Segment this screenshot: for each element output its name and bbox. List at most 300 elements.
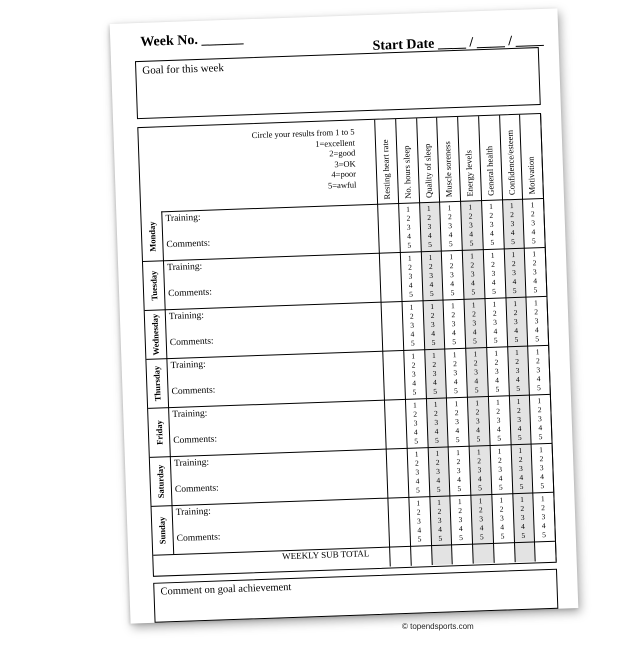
rating-scale[interactable] [445,252,459,297]
comments-field[interactable]: Comments: [173,434,218,447]
rating-option[interactable]: 1 [449,252,454,262]
rating-option[interactable]: 4 [489,228,494,238]
rating-option[interactable]: 1 [488,201,494,211]
rating-option[interactable]: 3 [413,418,418,428]
rating-option[interactable]: 3 [429,270,434,280]
rating-option[interactable]: 5 [431,337,436,347]
rating-option[interactable]: 3 [415,467,420,477]
rating-option[interactable]: 5 [469,238,474,248]
rating-option[interactable]: 5 [436,484,441,494]
rating-option[interactable]: 5 [531,236,536,246]
rating-option[interactable]: 3 [537,414,542,424]
rating-option[interactable]: 4 [450,279,455,289]
rating-scale[interactable] [533,396,547,441]
rating-option[interactable]: 3 [474,367,479,377]
rating-option[interactable]: 1 [476,447,481,457]
rating-option[interactable]: 2 [532,258,537,268]
rating-option[interactable]: 5 [512,285,517,296]
rating-option[interactable]: 2 [414,458,419,468]
rating-option[interactable]: 3 [489,219,494,229]
rating-option[interactable]: 5 [540,481,545,491]
rating-option[interactable]: 3 [408,271,413,281]
rating-option[interactable]: 2 [416,507,421,517]
rating-option[interactable]: 4 [531,227,536,237]
rating-option[interactable]: 5 [408,289,414,299]
rating-scale[interactable] [466,251,480,296]
rating-option[interactable]: 1 [471,300,476,310]
rating-option[interactable]: 2 [539,454,544,464]
rating-option[interactable]: 4 [496,424,501,434]
rating-option[interactable]: 2 [451,310,456,320]
rating-option[interactable]: 5 [434,435,439,445]
rating-option[interactable]: 2 [478,505,483,515]
rating-option[interactable]: 4 [517,423,522,434]
rating-option[interactable]: 5 [500,531,505,541]
rating-scale[interactable] [412,498,426,543]
rating-option[interactable]: 3 [449,270,454,280]
rating-option[interactable]: 3 [496,415,501,425]
rating-option[interactable]: 2 [471,309,477,319]
rating-option[interactable]: 5 [471,287,476,297]
rating-option[interactable]: 2 [534,307,539,317]
rating-option[interactable]: 2 [432,359,437,369]
rating-option[interactable]: 4 [538,423,543,433]
rating-option[interactable]: 4 [429,279,434,289]
rating-option[interactable]: 4 [533,276,538,286]
rating-option[interactable]: 2 [470,260,475,270]
rating-scale[interactable] [514,446,528,491]
training-field[interactable]: Training: [173,457,210,470]
rating-scale[interactable] [507,250,521,295]
rating-option[interactable]: 2 [515,356,520,367]
rating-option[interactable]: 2 [452,359,458,369]
rating-option[interactable]: 5 [476,434,481,444]
rating-option[interactable]: 3 [510,219,515,229]
rating-scale[interactable] [474,496,488,541]
rating-scale[interactable] [488,300,502,345]
rating-option[interactable]: 3 [479,514,484,524]
rating-option[interactable]: 5 [407,240,412,250]
rating-option[interactable]: 3 [468,220,473,230]
rating-option[interactable]: 2 [477,456,482,466]
rating-option[interactable]: 5 [412,387,417,397]
rating-option[interactable]: 2 [468,211,473,221]
rating-option[interactable]: 2 [447,212,452,222]
rating-option[interactable]: 4 [495,375,500,385]
rating-option[interactable]: 1 [437,497,442,507]
rating-scale[interactable] [447,301,461,346]
rating-option[interactable]: 1 [497,446,502,456]
rating-option[interactable]: 3 [434,417,439,427]
rating-option[interactable]: 1 [431,350,436,360]
rating-option[interactable]: 1 [537,396,542,406]
rating-option[interactable]: 3 [458,514,463,525]
rating-scale[interactable] [487,251,501,296]
rating-scale[interactable] [490,349,504,394]
rating-scale[interactable] [464,202,478,247]
rating-option[interactable]: 1 [409,302,414,312]
rating-option[interactable]: 3 [531,218,536,228]
rating-option[interactable]: 1 [495,397,500,407]
rating-scale[interactable] [526,200,540,245]
rating-option[interactable]: 3 [536,365,541,375]
rating-option[interactable]: 3 [494,366,499,376]
rating-option[interactable]: 4 [519,472,524,482]
goal-comment-box[interactable] [153,569,558,623]
comments-field[interactable]: Comments: [167,287,213,300]
rating-scale[interactable] [443,203,457,248]
training-field[interactable]: Training: [165,212,201,225]
rating-scale[interactable] [405,302,419,347]
rating-option[interactable]: 2 [435,457,440,467]
rating-option[interactable]: 4 [493,326,498,336]
rating-option[interactable]: 1 [457,497,462,507]
rating-option[interactable]: 1 [473,349,478,359]
rating-option[interactable]: 2 [535,356,540,366]
rating-option[interactable]: 4 [512,276,517,287]
rating-option[interactable]: 3 [541,512,546,522]
rating-option[interactable]: 1 [499,495,504,505]
rating-option[interactable]: 1 [511,249,516,260]
rating-option[interactable]: 4 [436,475,441,485]
rating-option[interactable]: 5 [521,530,526,540]
rating-option[interactable]: 4 [477,474,482,484]
rating-option[interactable]: 3 [532,267,537,277]
comments-field[interactable]: Comments: [174,483,219,496]
rating-option[interactable]: 2 [496,406,501,416]
rating-option[interactable]: 5 [410,338,415,348]
rating-option[interactable]: 4 [515,374,520,385]
rating-option[interactable]: 4 [431,328,436,338]
rating-option[interactable]: 2 [518,454,523,464]
rating-option[interactable]: 5 [474,385,479,395]
rating-option[interactable]: 5 [498,482,503,492]
rating-option[interactable]: 1 [478,496,483,506]
rating-option[interactable]: 4 [415,476,420,486]
start-date-field[interactable]: Start Date ____ / ____ / ____ [372,32,544,54]
rating-option[interactable]: 2 [541,503,546,513]
rating-option[interactable]: 4 [412,378,417,388]
rating-option[interactable]: 1 [490,250,495,260]
rating-option[interactable]: 1 [435,448,440,458]
rating-scale[interactable] [485,202,499,247]
rating-option[interactable]: 1 [430,301,435,311]
rating-option[interactable]: 1 [428,252,433,263]
rating-option[interactable]: 3 [430,319,435,329]
rating-option[interactable]: 5 [455,435,460,445]
rating-option[interactable]: 5 [510,236,516,247]
rating-option[interactable]: 4 [520,521,525,531]
rating-option[interactable]: 4 [406,231,412,241]
rating-scale[interactable] [404,253,418,298]
rating-scale[interactable] [516,495,530,540]
rating-option[interactable]: 4 [413,427,418,437]
rating-scale[interactable] [537,494,551,539]
rating-option[interactable]: 5 [491,286,497,296]
rating-option[interactable]: 5 [478,483,483,493]
rating-option[interactable]: 5 [448,239,453,249]
rating-option[interactable]: 4 [453,377,458,387]
rating-option[interactable]: 3 [472,318,477,328]
rating-option[interactable]: 5 [433,386,438,396]
rating-scale[interactable] [495,495,509,540]
rating-option[interactable]: 4 [541,521,546,531]
rating-option[interactable]: 4 [491,277,496,287]
rating-option[interactable]: 4 [474,376,479,386]
rating-option[interactable]: 1 [532,249,537,259]
rating-option[interactable]: 4 [534,325,539,335]
rating-scale[interactable] [511,348,525,393]
rating-option[interactable]: 3 [475,416,480,426]
rating-scale[interactable] [450,399,464,444]
rating-option[interactable]: 4 [476,425,481,435]
rating-option[interactable]: 5 [417,534,422,544]
rating-scale[interactable] [431,449,445,494]
rating-option[interactable]: 1 [412,400,417,410]
rating-option[interactable]: 5 [452,337,457,347]
rating-option[interactable]: 5 [453,386,458,396]
rating-option[interactable]: 2 [513,307,518,318]
rating-option[interactable]: 3 [416,516,421,526]
rating-option[interactable]: 1 [494,348,499,358]
rating-option[interactable]: 4 [427,230,432,241]
rating-option[interactable]: 3 [411,369,416,379]
rating-scale[interactable] [492,397,506,442]
rating-scale[interactable] [512,397,526,442]
rating-option[interactable]: 2 [449,261,454,271]
rating-option[interactable]: 1 [433,399,438,409]
rating-scale[interactable] [423,204,437,249]
rating-option[interactable]: 5 [514,334,519,345]
rating-option[interactable]: 2 [454,408,459,418]
rating-option[interactable]: 5 [517,432,522,442]
rating-scale[interactable] [402,204,416,249]
rating-scale[interactable] [473,447,487,492]
rating-option[interactable]: 5 [450,288,455,298]
rating-option[interactable]: 3 [515,365,520,376]
rating-option[interactable]: 1 [468,202,473,212]
rating-option[interactable]: 5 [438,533,443,543]
rating-option[interactable]: 4 [514,325,519,336]
rating-option[interactable]: 5 [493,335,498,345]
rating-option[interactable]: 1 [406,204,411,214]
rating-option[interactable]: 2 [489,210,494,220]
rating-option[interactable]: 3 [454,417,460,427]
rating-option[interactable]: 3 [491,268,496,278]
rating-option[interactable]: 4 [408,280,413,290]
rating-scale[interactable] [531,347,545,392]
rating-option[interactable]: 1 [509,201,514,211]
rating-option[interactable]: 2 [520,503,525,513]
rating-option[interactable]: 1 [407,253,412,263]
rating-option[interactable]: 1 [452,350,457,360]
rating-option[interactable]: 4 [536,374,541,384]
rating-option[interactable]: 1 [469,251,475,261]
training-field[interactable]: Training: [175,506,211,518]
rating-option[interactable]: 4 [510,227,515,238]
rating-option[interactable]: 2 [413,409,418,419]
rating-option[interactable]: 3 [432,368,437,378]
rating-scale[interactable] [530,298,544,343]
rating-option[interactable]: 3 [499,513,504,523]
rating-option[interactable]: 1 [416,498,421,508]
rating-option[interactable]: 4 [437,524,443,534]
rating-option[interactable]: 5 [541,530,547,540]
rating-option[interactable]: 2 [409,311,414,321]
rating-option[interactable]: 1 [514,347,519,358]
rating-scale[interactable] [433,498,447,543]
rating-option[interactable]: 4 [469,229,474,239]
rating-option[interactable]: 1 [530,200,535,210]
rating-option[interactable]: 3 [517,414,522,425]
rating-option[interactable]: 5 [516,383,521,394]
rating-option[interactable]: 1 [535,347,540,357]
rating-scale[interactable] [407,351,421,396]
rating-option[interactable]: 2 [456,457,461,467]
rating-option[interactable]: 3 [477,465,482,475]
rating-option[interactable]: 1 [519,494,525,504]
rating-option[interactable]: 3 [539,463,544,473]
rating-option[interactable]: 5 [519,481,524,491]
rating-option[interactable]: 1 [492,299,497,309]
comments-field[interactable]: Comments: [166,238,211,251]
rating-option[interactable]: 2 [411,360,416,370]
rating-option[interactable]: 3 [451,319,456,329]
comments-field[interactable]: Comments: [169,336,214,349]
rating-option[interactable]: 3 [518,463,523,473]
rating-option[interactable]: 2 [427,212,432,223]
rating-option[interactable]: 4 [432,377,437,387]
rating-option[interactable]: 5 [495,384,500,394]
rating-option[interactable]: 5 [472,336,477,346]
rating-option[interactable]: 2 [537,405,542,415]
rating-scale[interactable] [506,201,520,246]
rating-option[interactable]: 4 [498,473,503,483]
rating-option[interactable]: 5 [457,484,462,494]
rating-option[interactable]: 3 [456,466,461,476]
rating-option[interactable]: 2 [475,407,480,417]
rating-option[interactable]: 5 [497,433,502,443]
rating-option[interactable]: 1 [450,301,455,311]
rating-scale[interactable] [509,299,523,344]
rating-scale[interactable] [409,400,423,445]
rating-option[interactable]: 1 [411,351,416,361]
rating-scale[interactable] [471,398,485,443]
rating-option[interactable]: 4 [479,523,484,533]
rating-option[interactable]: 5 [490,237,495,247]
rating-option[interactable]: 1 [454,399,459,409]
week-number-field[interactable]: Week No. ______ [140,31,244,50]
rating-option[interactable]: 1 [539,445,544,455]
training-field[interactable]: Training: [170,359,206,372]
rating-option[interactable]: 2 [408,262,413,272]
rating-option[interactable]: 3 [520,512,525,522]
rating-option[interactable]: 5 [479,532,484,542]
rating-option[interactable]: 4 [500,522,505,532]
rating-option[interactable]: 4 [448,230,453,240]
rating-option[interactable]: 4 [539,472,545,482]
rating-option[interactable]: 1 [513,298,518,309]
rating-option[interactable]: 3 [498,464,503,474]
rating-option[interactable]: 3 [410,320,415,330]
rating-option[interactable]: 1 [518,445,523,455]
rating-option[interactable]: 2 [510,210,515,220]
rating-option[interactable]: 3 [435,466,441,476]
rating-option[interactable]: 1 [516,396,521,407]
rating-option[interactable]: 2 [530,209,535,219]
rating-option[interactable]: 5 [536,383,541,393]
rating-option[interactable]: 5 [459,532,464,543]
rating-scale[interactable] [528,249,542,294]
rating-option[interactable]: 4 [456,475,462,485]
comments-field[interactable]: Comments: [171,385,216,398]
rating-option[interactable]: 4 [455,426,460,436]
rating-scale[interactable] [449,350,463,395]
rating-scale[interactable] [452,448,466,493]
rating-option[interactable]: 4 [458,523,463,534]
rating-option[interactable]: 4 [410,329,415,339]
rating-scale[interactable] [426,302,440,347]
rating-scale[interactable] [468,300,482,345]
rating-option[interactable]: 2 [433,408,438,418]
rating-scale[interactable] [535,445,549,490]
rating-option[interactable]: 3 [534,316,539,326]
rating-option[interactable]: 5 [535,334,540,344]
rating-option[interactable]: 2 [494,357,499,367]
training-field[interactable]: Training: [172,408,208,421]
rating-option[interactable]: 2 [473,358,478,368]
rating-scale[interactable] [454,497,468,542]
rating-option[interactable]: 2 [437,506,442,516]
rating-scale[interactable] [428,351,442,396]
rating-option[interactable]: 2 [492,308,497,318]
training-field[interactable]: Training: [167,261,203,274]
rating-option[interactable]: 3 [493,317,498,327]
rating-scale[interactable] [424,253,438,298]
rating-option[interactable]: 4 [417,525,422,535]
rating-option[interactable]: 2 [499,504,504,514]
rating-option[interactable]: 5 [538,432,543,442]
rating-option[interactable]: 3 [513,316,518,327]
rating-option[interactable]: 2 [430,310,435,320]
rating-option[interactable]: 5 [415,485,420,495]
rating-scale[interactable] [493,446,507,491]
rating-option[interactable]: 1 [540,494,545,504]
rating-option[interactable]: 2 [516,405,521,416]
rating-option[interactable]: 1 [533,298,538,308]
rating-option[interactable]: 4 [434,426,439,436]
rating-option[interactable]: 1 [456,448,461,458]
rating-option[interactable]: 1 [426,203,431,214]
rating-option[interactable]: 3 [453,368,458,378]
rating-option[interactable]: 5 [428,239,433,250]
rating-option[interactable]: 3 [448,221,453,231]
rating-option[interactable]: 5 [414,436,419,446]
rating-scale[interactable] [469,349,483,394]
rating-option[interactable]: 5 [533,285,538,295]
rating-scale[interactable] [410,449,424,494]
rating-option[interactable]: 4 [470,278,475,288]
rating-option[interactable]: 1 [475,398,480,408]
rating-option[interactable]: 2 [497,455,502,465]
rating-option[interactable]: 2 [491,259,496,269]
rating-option[interactable]: 3 [470,269,475,279]
rating-option[interactable]: 3 [406,222,411,232]
comments-field[interactable]: Comments: [176,532,221,544]
rating-scale[interactable] [429,400,443,445]
rating-option[interactable]: 4 [451,328,456,338]
rating-option[interactable]: 1 [414,449,419,459]
